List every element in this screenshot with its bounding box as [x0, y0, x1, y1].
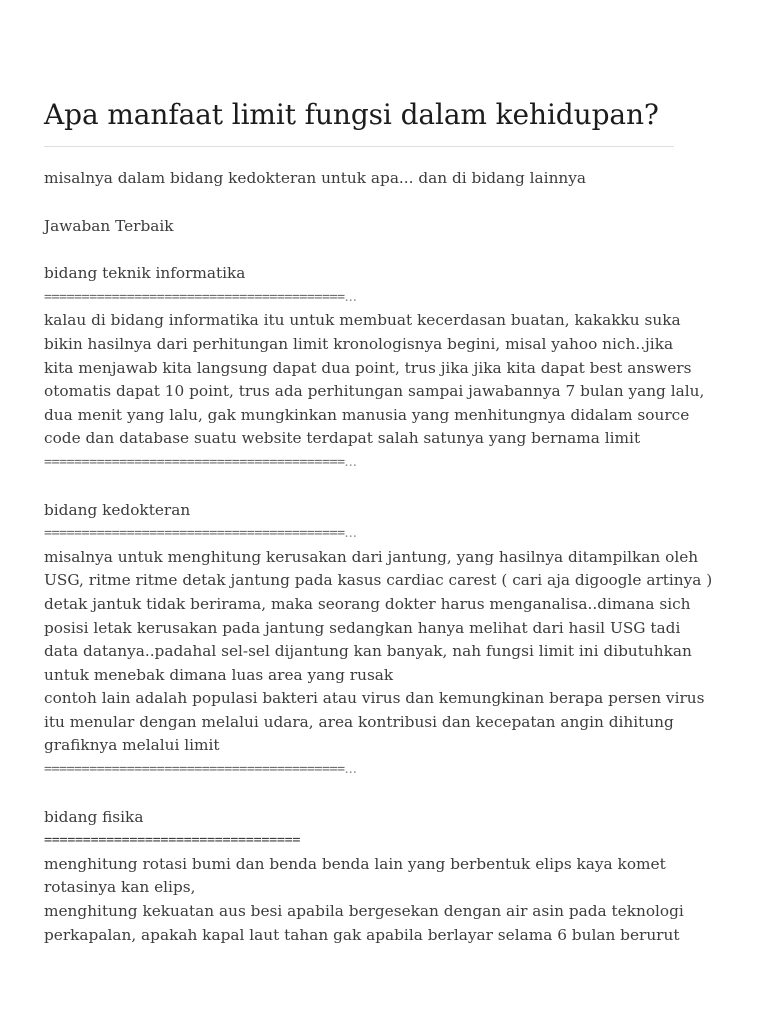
separator-line-contoh-bottom: [44, 758, 676, 782]
paragraph-line: kita menjawab kita langsung dapat dua point, trus jika jika kita dapat best answers: [44, 358, 692, 377]
paragraph-line: otomatis dapat 10 point, trus ada perhitungan sampai jawabannya 7 bulan yang lalu,: [44, 382, 705, 401]
section-heading-fisika: [44, 806, 676, 830]
best-answer-label: [44, 215, 676, 239]
paragraph-line: dua menit yang lalu, gak mungkinkan manusia yang menhitungnya didalam source: [44, 405, 690, 424]
question-line: misalnya dalam bidang kedokteran untuk apa... dan di bidang lainnya: [44, 169, 587, 187]
paragraph-line: USG, ritme ritme detak jantung pada kasus cardiac carest ( cari aja digoogle artinya ): [44, 571, 713, 590]
separator-ellipsis: ...: [344, 289, 357, 305]
separator-line-kedokteran-top: [44, 522, 676, 546]
separator-line-informatika-top: [44, 286, 676, 310]
paragraph-line: menghitung rotasi bumi dan benda benda lain yang berbentuk elips kaya komet: [44, 854, 666, 873]
paragraph-contoh-lain: [44, 687, 705, 758]
separator-ellipsis: ...: [344, 454, 357, 470]
separator-equals: ========================================: [44, 526, 345, 542]
separator-equals: ========================================: [44, 762, 345, 778]
section-paragraph-kedokteran: [44, 546, 713, 688]
paragraph-line: itu menular dengan melalui udara, area kontribusi dan kecepatan angin dihitung: [44, 712, 674, 731]
separator-equals: =================================: [44, 833, 301, 849]
section-paragraph-fisika: [44, 853, 684, 947]
best-answer-label-text: Jawaban Terbaik: [44, 216, 174, 235]
paragraph-line: misalnya untuk menghitung kerusakan dari jantung, yang hasilnya ditampilkan oleh: [44, 547, 699, 566]
question-text: [44, 167, 676, 191]
section-heading-kedokteran: [44, 499, 676, 523]
paragraph-line: detak jantuk tidak berirama, maka seorang dokter harus menganalisa..dimana sich: [44, 594, 691, 613]
paragraph-line: posisi letak kerusakan pada jantung sedangkan hanya melihat dari hasil USG tadi: [44, 618, 681, 637]
section-heading-text: bidang fisika: [44, 807, 144, 826]
paragraph-line: grafiknya melalui limit: [44, 736, 220, 755]
paragraph-line: rotasinya kan elips,: [44, 878, 196, 897]
section-paragraph-informatika: [44, 309, 705, 451]
paragraph-line: bikin hasilnya dari perhitungan limit kronologisnya begini, misal yahoo nich..jika: [44, 334, 674, 353]
section-heading-informatika: [44, 262, 676, 286]
paragraph-line: menghitung kekuatan aus besi apabila bergesekan dengan air asin pada teknologi: [44, 902, 684, 921]
paragraph-line: perkapalan, apakah kapal laut tahan gak apabila berlayar selama 6 bulan berurut: [44, 925, 680, 944]
paragraph-line: code dan database suatu website terdapat salah satunya yang bernama limit: [44, 429, 641, 448]
separator-equals: ========================================: [44, 454, 345, 470]
paragraph-line: data datanya..padahal sel-sel dijantung kan banyak, nah fungsi limit ini dibutuhkan: [44, 642, 692, 661]
section-heading-text: bidang teknik informatika: [44, 264, 246, 283]
separator-line-fisika: [44, 829, 676, 853]
separator-line-informatika-bottom: [44, 451, 676, 475]
separator-ellipsis: ...: [344, 526, 357, 542]
separator-ellipsis: ...: [344, 762, 357, 778]
section-heading-text: bidang kedokteran: [44, 500, 191, 519]
answer-body: [44, 147, 713, 947]
paragraph-line: untuk menebak dimana luas area yang rusak: [44, 665, 394, 684]
separator-equals: ========================================: [44, 289, 345, 305]
paragraph-line: kalau di bidang informatika itu untuk membuat kecerdasan buatan, kakakku suka: [44, 311, 681, 330]
paragraph-line: contoh lain adalah populasi bakteri atau virus dan kemungkinan berapa persen virus: [44, 689, 705, 708]
page-title: Apa manfaat limit fungsi dalam kehidupan?: [44, 98, 659, 131]
